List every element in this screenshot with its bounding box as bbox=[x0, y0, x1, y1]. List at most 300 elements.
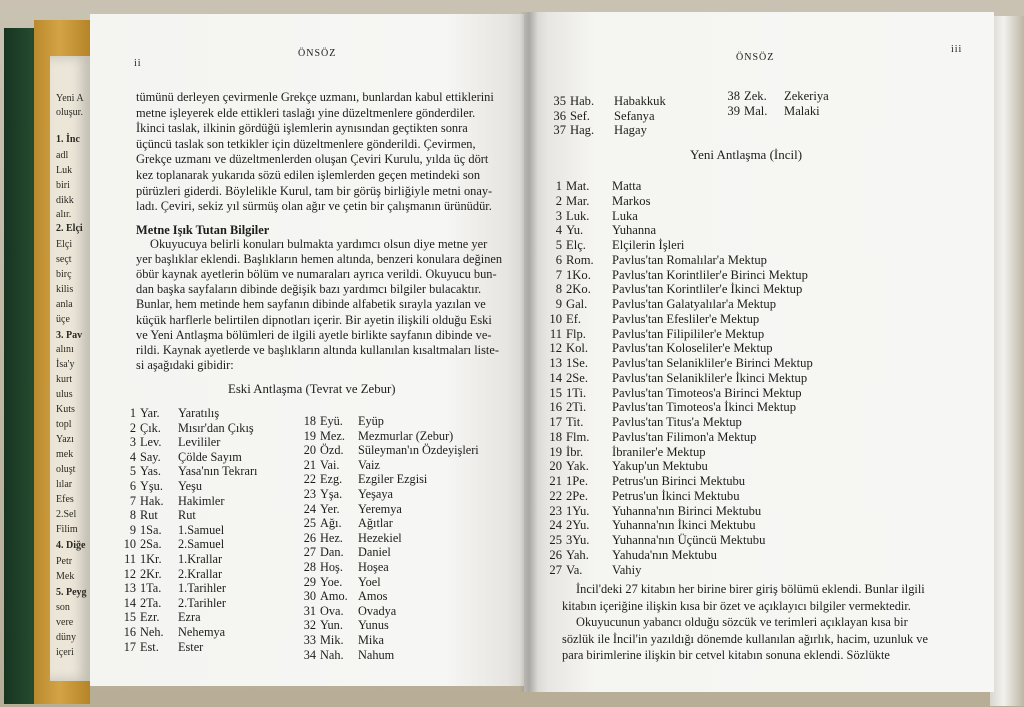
book-number: 19 bbox=[303, 428, 316, 443]
book-number: 3 bbox=[555, 208, 562, 223]
book-name: Yasa'nın Tekrarı bbox=[178, 464, 258, 479]
book-abbreviation: Flm. bbox=[566, 429, 590, 444]
book-row bbox=[302, 429, 453, 443]
book-row bbox=[548, 253, 767, 268]
book-name: Vaiz bbox=[358, 457, 380, 472]
underpage-line: dikk bbox=[56, 195, 74, 206]
text-line: ve Yeni Antlaşma bölümleri de ilgili ayetle birlikte sayfanın dibinde ve- bbox=[136, 327, 492, 342]
eski-antlasma-heading: Eski Antlaşma (Tevrat ve Zebur) bbox=[228, 382, 396, 396]
book-number: 9 bbox=[129, 522, 136, 537]
book-row bbox=[548, 518, 756, 533]
book-abbreviation: Hoş. bbox=[320, 560, 343, 574]
book-row bbox=[548, 533, 765, 548]
book-number: 8 bbox=[555, 282, 562, 297]
book-abbreviation: 2Yu. bbox=[566, 518, 590, 533]
book-name: Ezgiler Ezgisi bbox=[358, 472, 428, 487]
book-row bbox=[548, 268, 808, 283]
book-name: Petrus'un Birinci Mektubu bbox=[612, 474, 746, 488]
book-abbreviation: Ezr. bbox=[140, 610, 160, 625]
book-abbreviation: Neh. bbox=[140, 625, 164, 639]
book-name: Yeşaya bbox=[358, 487, 393, 501]
book-name: Ezra bbox=[178, 610, 201, 625]
book-abbreviation: 1Ko. bbox=[566, 267, 591, 282]
underpage-line: kurt bbox=[56, 374, 73, 385]
book-row bbox=[548, 474, 745, 489]
book-row bbox=[302, 458, 380, 472]
book-number: 36 bbox=[553, 108, 566, 123]
book-abbreviation: Mik. bbox=[320, 633, 344, 647]
book-name: Matta bbox=[612, 179, 642, 193]
book-number: 12 bbox=[549, 341, 562, 356]
book-row bbox=[302, 633, 384, 647]
book-abbreviation: 1Yu. bbox=[566, 503, 590, 518]
book-name: Mısır'dan Çıkış bbox=[178, 420, 254, 435]
book-name: Hakimler bbox=[178, 493, 225, 508]
book-number: 39 bbox=[727, 103, 740, 118]
book-name: Pavlus'tan Korintliler'e İkinci Mektup bbox=[612, 282, 803, 297]
underpage-line: 3. Pav bbox=[56, 330, 83, 341]
book-name: Ester bbox=[178, 639, 204, 654]
book-row bbox=[302, 575, 381, 589]
book-number: 19 bbox=[549, 444, 562, 459]
book-number: 5 bbox=[555, 238, 562, 252]
text-line: Okuyucuya belirli konuları bulmakta yardımcı olsun diye metne yer bbox=[150, 237, 488, 251]
text-line: İkinci taslak, ilkinin gördüğü işlemlerin aynısından geçtikten sonra bbox=[136, 121, 468, 136]
book-row bbox=[552, 123, 647, 138]
right-page-header: ÖNSÖZ bbox=[736, 52, 775, 63]
book-name: Sefanya bbox=[614, 108, 655, 123]
book-number: 11 bbox=[549, 326, 562, 341]
text-line: İncil'deki 27 kitabın her birine birer giriş bölümü eklendi. Bunlar ilgili bbox=[576, 582, 925, 596]
book-name: 1.Samuel bbox=[178, 522, 225, 537]
text-line: Bunlar, hem metinde hem sayfanın dibinde alfabetik sırayla yazılan ve bbox=[136, 297, 486, 312]
underpage-line: Efes bbox=[56, 494, 74, 505]
book-name: 1.Tarihler bbox=[178, 581, 226, 596]
text-line: sözlük ile İncil'in yazıldığı dönemde kullanılan ağırlık, hacim, uzunluk ve bbox=[562, 631, 928, 646]
text-line: küçük harflerle belirtilen dipnotları içerir. Bir ayetin ilişkili olduğu Eski bbox=[136, 312, 492, 327]
book-row bbox=[548, 548, 717, 563]
book-gutter bbox=[520, 12, 538, 692]
book-row bbox=[726, 89, 829, 104]
book-name: Ağıtlar bbox=[358, 516, 393, 531]
book-abbreviation: Sef. bbox=[570, 108, 590, 123]
right-page-number: iii bbox=[951, 44, 963, 55]
underpage-line: içeri bbox=[56, 647, 74, 658]
book-abbreviation: Luk. bbox=[566, 208, 590, 223]
book-abbreviation: Mat. bbox=[566, 179, 590, 193]
book-number: 35 bbox=[553, 94, 566, 108]
book-abbreviation: Lev. bbox=[140, 435, 162, 450]
book-number: 30 bbox=[303, 589, 316, 604]
book-number: 27 bbox=[303, 545, 316, 560]
text-line: üçüncü taslak son tetkikler için düzeltmenlere gönderildi. Çevirmen, bbox=[136, 136, 476, 151]
underpage-line: 2. Elçi bbox=[56, 223, 83, 234]
book-name: Zekeriya bbox=[784, 89, 829, 103]
text-line: metne işleyerek elde ettikleri taslağı yine düzeltmenlere gönderdiler. bbox=[136, 105, 476, 120]
book-abbreviation: 3Yu. bbox=[566, 533, 590, 547]
book-abbreviation: Yas. bbox=[140, 464, 161, 479]
book-row bbox=[548, 297, 776, 312]
text-line: kez toplanarak yukarıda sözü edilen işlemlerden geçen metindeki son bbox=[136, 168, 481, 182]
book-number: 4 bbox=[129, 449, 136, 464]
book-name: Yakup'un Mektubu bbox=[612, 459, 708, 474]
book-number: 4 bbox=[555, 223, 562, 238]
book-abbreviation: Eyü. bbox=[320, 414, 343, 428]
section-heading: Metne Işık Tutan Bilgiler bbox=[136, 223, 270, 237]
book-name: Süleyman'ın Özdeyişleri bbox=[358, 443, 479, 458]
book-abbreviation: 2Se. bbox=[566, 370, 589, 385]
underpage-line: ulus bbox=[56, 389, 73, 400]
underpage-line: lılar bbox=[56, 479, 73, 490]
book-number: 18 bbox=[549, 429, 562, 444]
page-stack-edge bbox=[990, 16, 1024, 706]
book-number: 5 bbox=[129, 464, 136, 479]
book-number: 26 bbox=[549, 547, 562, 562]
underpage-line: topl bbox=[56, 419, 72, 430]
text-line: para birimlerine ilişkin bir cetvel kitabın sonuna eklendi. Sözlükte bbox=[562, 648, 890, 663]
underpage-line: Yeni A bbox=[56, 93, 84, 104]
book-name: Nahum bbox=[358, 647, 395, 662]
book-number: 16 bbox=[549, 400, 562, 415]
underpage-line: 2.Sel bbox=[56, 509, 77, 520]
book-name: Çölde Sayım bbox=[178, 449, 242, 464]
book-name: 2.Samuel bbox=[178, 537, 225, 552]
book-number: 13 bbox=[549, 356, 562, 370]
book-number: 16 bbox=[123, 625, 136, 639]
book-row bbox=[548, 356, 813, 371]
book-name: Hezekiel bbox=[358, 530, 402, 545]
book-name: Markos bbox=[612, 193, 651, 208]
underpage-line: alını bbox=[56, 344, 74, 355]
book-abbreviation: Zek. bbox=[744, 89, 767, 103]
book-number: 25 bbox=[303, 516, 316, 531]
book-row bbox=[122, 610, 201, 624]
book-name: Habakkuk bbox=[614, 94, 666, 108]
underpage-line: Kuts bbox=[56, 404, 75, 415]
book-row bbox=[548, 312, 759, 327]
book-number: 27 bbox=[549, 562, 562, 577]
book-number: 21 bbox=[303, 457, 316, 472]
book-row bbox=[122, 625, 225, 639]
book-row bbox=[302, 618, 389, 632]
book-name: Pavlus'tan Selanikliler'e İkinci Mektup bbox=[612, 370, 808, 385]
book-name: Petrus'un İkinci Mektubu bbox=[612, 488, 740, 503]
book-row bbox=[548, 282, 802, 297]
book-number: 25 bbox=[549, 533, 562, 547]
book-abbreviation: 1Ti. bbox=[566, 385, 587, 400]
book-row bbox=[122, 523, 224, 537]
book-name: Yahuda'nın Mektubu bbox=[612, 547, 717, 562]
book-number: 33 bbox=[303, 633, 316, 647]
text-line: kitabın içeriğine ilişkin kısa bir özet ve açıklayıcı bilgiler vermektedir. bbox=[562, 598, 911, 613]
book-number: 9 bbox=[555, 297, 562, 311]
book-name: Nehemya bbox=[178, 625, 226, 639]
book-abbreviation: Hak. bbox=[140, 493, 164, 508]
underpage-line: son bbox=[56, 602, 70, 613]
book-abbreviation: Dan. bbox=[320, 545, 344, 560]
book-name: Pavlus'tan Titus'a Mektup bbox=[612, 415, 742, 429]
book-abbreviation: Ova. bbox=[320, 603, 344, 618]
underlying-page bbox=[50, 56, 90, 681]
book-name: İbraniler'e Mektup bbox=[612, 444, 706, 459]
book-abbreviation: Yun. bbox=[320, 618, 343, 633]
book-row bbox=[552, 109, 655, 124]
book-abbreviation: Est. bbox=[140, 639, 159, 654]
book-abbreviation: Ef. bbox=[566, 311, 582, 326]
book-name: Yuhanna'nın İkinci Mektubu bbox=[612, 518, 756, 533]
text-line: Grekçe uzmanı ve düzeltmenlerden oluşan Çeviri Kurulu, yılda üç dört bbox=[136, 152, 489, 167]
book-number: 38 bbox=[727, 89, 740, 103]
underpage-line: biri bbox=[56, 180, 70, 191]
underpage-line: Mek bbox=[56, 571, 75, 582]
book-number: 24 bbox=[303, 501, 316, 516]
book-row bbox=[122, 464, 257, 478]
book-row bbox=[302, 472, 427, 486]
book-abbreviation: 1Sa. bbox=[140, 522, 162, 537]
book-number: 37 bbox=[553, 123, 566, 138]
book-row bbox=[548, 386, 802, 401]
book-row bbox=[548, 209, 638, 224]
book-abbreviation: Say. bbox=[140, 449, 161, 464]
book-abbreviation: Gal. bbox=[566, 297, 588, 311]
book-number: 23 bbox=[549, 503, 562, 518]
book-row bbox=[122, 508, 196, 522]
text-line: pürüzleri giderdi. Böylelikle Kurul, tam bir görüş birliğiyle metni onay- bbox=[136, 183, 493, 198]
book-abbreviation: 2Kr. bbox=[140, 566, 162, 581]
book-number: 8 bbox=[129, 508, 136, 523]
book-row bbox=[548, 327, 764, 342]
book-row bbox=[548, 430, 756, 445]
book-row bbox=[302, 560, 389, 574]
book-abbreviation: Rut bbox=[140, 508, 158, 523]
book-abbreviation: Flp. bbox=[566, 326, 586, 341]
book-name: Yoel bbox=[358, 574, 381, 589]
book-row bbox=[548, 400, 796, 415]
book-row bbox=[302, 414, 384, 428]
book-name: Pavlus'tan Filimon'a Mektup bbox=[612, 429, 757, 444]
underpage-line: seçt bbox=[56, 254, 72, 265]
book-abbreviation: Özd. bbox=[320, 443, 344, 458]
book-name: Rut bbox=[178, 508, 196, 523]
book-row bbox=[548, 489, 740, 504]
underpage-line: Petr bbox=[56, 556, 73, 567]
book-row bbox=[548, 459, 708, 474]
book-abbreviation: Ağı. bbox=[320, 516, 342, 531]
book-number: 14 bbox=[123, 595, 136, 610]
book-abbreviation: 2Ta. bbox=[140, 595, 162, 610]
book-row bbox=[122, 479, 202, 493]
book-abbreviation: Yah. bbox=[566, 547, 589, 562]
text-line: si aşağıdaki gibidir: bbox=[136, 357, 234, 372]
underpage-line: İsa'y bbox=[56, 359, 75, 370]
underpage-line: 1. İnc bbox=[56, 134, 80, 145]
underpage-line: oluşt bbox=[56, 464, 76, 475]
book-name: Daniel bbox=[358, 545, 391, 560]
book-abbreviation: Yak. bbox=[566, 459, 589, 474]
book-row bbox=[548, 341, 773, 356]
book-abbreviation: 1Kr. bbox=[140, 552, 162, 566]
book-number: 17 bbox=[123, 639, 136, 654]
book-row bbox=[122, 406, 219, 420]
book-row bbox=[122, 435, 220, 449]
book-number: 31 bbox=[303, 603, 316, 618]
book-name: Eyüp bbox=[358, 414, 384, 428]
book-row bbox=[548, 415, 742, 430]
book-abbreviation: Tit. bbox=[566, 415, 584, 429]
book-name: Levililer bbox=[178, 435, 221, 450]
book-number: 22 bbox=[549, 488, 562, 503]
book-number: 10 bbox=[549, 311, 562, 326]
book-abbreviation: Mez. bbox=[320, 428, 345, 443]
book-name: Hoşea bbox=[358, 560, 389, 574]
book-row bbox=[302, 502, 402, 516]
book-abbreviation: Mar. bbox=[566, 193, 590, 208]
book-name: Amos bbox=[358, 589, 388, 604]
book-name: Hagay bbox=[614, 123, 647, 138]
book-number: 14 bbox=[549, 370, 562, 385]
book-row bbox=[122, 537, 224, 551]
book-name: Mezmurlar (Zebur) bbox=[358, 428, 454, 443]
book-row bbox=[302, 545, 391, 559]
book-name: Pavlus'tan Romalılar'a Mektup bbox=[612, 252, 767, 267]
book-number: 26 bbox=[303, 530, 316, 545]
book-name: Yuhanna'nın Üçüncü Mektubu bbox=[612, 533, 766, 547]
text-line: rildi. Kaynak ayetlerde ve başlıkların altında kullanılan kısaltmaları liste- bbox=[136, 342, 499, 357]
book-number: 7 bbox=[129, 493, 136, 508]
book-name: Pavlus'tan Timoteos'a İkinci Mektup bbox=[612, 400, 796, 415]
book-name: Pavlus'tan Korintliler'e Birinci Mektup bbox=[612, 267, 808, 282]
book-abbreviation: Ezg. bbox=[320, 472, 343, 487]
book-name: Yuhanna bbox=[612, 223, 657, 238]
book-number: 29 bbox=[303, 574, 316, 589]
underpage-line: Filim bbox=[56, 524, 78, 535]
book-abbreviation: Nah. bbox=[320, 647, 344, 662]
book-name: Luka bbox=[612, 208, 638, 223]
book-row bbox=[302, 531, 402, 545]
book-name: Pavlus'tan Timoteos'a Birinci Mektup bbox=[612, 385, 802, 400]
book-number: 2 bbox=[129, 420, 136, 435]
book-number: 6 bbox=[129, 479, 136, 493]
book-row bbox=[548, 179, 641, 194]
book-abbreviation: İbr. bbox=[566, 444, 584, 459]
book-abbreviation: 2Ti. bbox=[566, 400, 587, 415]
text-line: öbür kaynak ayetlerin bölüm ve numaraları ayrıca verildi. Okuyucu bun- bbox=[136, 267, 497, 282]
book-row bbox=[122, 494, 224, 508]
book-row bbox=[548, 563, 641, 578]
book-abbreviation: 1Ta. bbox=[140, 581, 162, 596]
book-abbreviation: 2Sa. bbox=[140, 537, 162, 552]
book-row bbox=[122, 581, 226, 595]
book-abbreviation: Hag. bbox=[570, 123, 595, 138]
book-abbreviation: Mal. bbox=[744, 103, 768, 118]
book-abbreviation: Yşa. bbox=[320, 487, 343, 501]
underpage-line: alır. bbox=[56, 209, 72, 220]
book-abbreviation: 2Pe. bbox=[566, 488, 589, 503]
book-number: 17 bbox=[549, 415, 562, 429]
book-number: 6 bbox=[555, 252, 562, 267]
book-row bbox=[548, 223, 656, 238]
left-page-header: ÖNSÖZ bbox=[298, 48, 337, 59]
book-row bbox=[122, 421, 254, 435]
book-abbreviation: Çık. bbox=[140, 420, 161, 435]
book-name: Yunus bbox=[358, 618, 389, 633]
book-row bbox=[302, 589, 387, 603]
underpage-line: 5. Peyg bbox=[56, 587, 87, 598]
underpage-line: birç bbox=[56, 269, 72, 280]
book-number: 20 bbox=[549, 459, 562, 474]
underpage-line: Yazı bbox=[56, 434, 74, 445]
book-row bbox=[302, 516, 393, 530]
book-number: 15 bbox=[123, 610, 136, 625]
book-name: Mika bbox=[358, 633, 384, 647]
book-row bbox=[548, 238, 684, 253]
book-number: 11 bbox=[124, 552, 136, 566]
book-row bbox=[122, 552, 222, 566]
underpage-line: kilis bbox=[56, 284, 74, 295]
book-abbreviation: Yu. bbox=[566, 223, 584, 238]
left-page-number: ii bbox=[134, 58, 142, 69]
book-name: Pavlus'tan Selanikliler'e Birinci Mektup bbox=[612, 356, 813, 370]
underpage-line: vere bbox=[56, 617, 74, 628]
book-row bbox=[302, 648, 394, 662]
book-name: Yuhanna'nın Birinci Mektubu bbox=[612, 503, 762, 518]
text-line: dan başka sayfaların dibinde değişik bazı yardımcı bilgiler bulacaktır. bbox=[136, 282, 482, 297]
book-number: 32 bbox=[303, 618, 316, 633]
book-abbreviation: Kol. bbox=[566, 341, 589, 356]
book-abbreviation: Vai. bbox=[320, 457, 340, 472]
book-name: Yaratılış bbox=[178, 406, 220, 420]
book-name: Yeşu bbox=[178, 479, 203, 493]
book-number: 10 bbox=[123, 537, 136, 552]
book-abbreviation: 1Pe. bbox=[566, 474, 589, 488]
book-number: 20 bbox=[303, 443, 316, 458]
book-abbreviation: Elç. bbox=[566, 238, 586, 252]
book-row bbox=[302, 443, 479, 457]
book-abbreviation: Amo. bbox=[320, 589, 348, 604]
book-abbreviation: 2Ko. bbox=[566, 282, 591, 297]
book-abbreviation: Yşu. bbox=[140, 479, 163, 493]
book-abbreviation: Yer. bbox=[320, 501, 340, 516]
book-number: 1 bbox=[555, 179, 562, 193]
book-number: 21 bbox=[549, 474, 562, 488]
book-abbreviation: Rom. bbox=[566, 252, 594, 267]
book-name: 2.Tarihler bbox=[178, 595, 226, 610]
book-number: 34 bbox=[303, 647, 316, 662]
book-abbreviation: Hez. bbox=[320, 530, 343, 545]
book-row bbox=[548, 504, 761, 519]
text-line: Okuyucunun yabancı olduğu sözcük ve terimleri açıklayan kısa bir bbox=[576, 615, 908, 630]
underpage-line: Elçi bbox=[56, 239, 73, 250]
book-number: 23 bbox=[303, 487, 316, 501]
book-number: 7 bbox=[555, 267, 562, 282]
book-number: 18 bbox=[303, 414, 316, 428]
book-row bbox=[548, 445, 706, 460]
book-number: 15 bbox=[549, 385, 562, 400]
underpage-line: adl bbox=[56, 150, 69, 161]
text-line: tümünü derleyen çevirmenle Grekçe uzmanı, bunlardan kabul ettiklerini bbox=[136, 90, 494, 104]
book-abbreviation: Yoe. bbox=[320, 574, 343, 589]
book-name: Yeremya bbox=[358, 501, 402, 516]
book-row bbox=[122, 567, 222, 581]
book-number: 1 bbox=[129, 406, 136, 420]
book-name: 1.Krallar bbox=[178, 552, 223, 566]
underpage-line: düny bbox=[56, 632, 76, 643]
book-row bbox=[548, 194, 650, 209]
book-number: 13 bbox=[123, 581, 136, 596]
text-line: yer başlıklar eklendi. Başlıkların hemen altında, benzeri konulara değinen bbox=[136, 252, 503, 267]
book-abbreviation: Va. bbox=[566, 562, 583, 577]
book-name: Elçilerin İşleri bbox=[612, 238, 685, 252]
